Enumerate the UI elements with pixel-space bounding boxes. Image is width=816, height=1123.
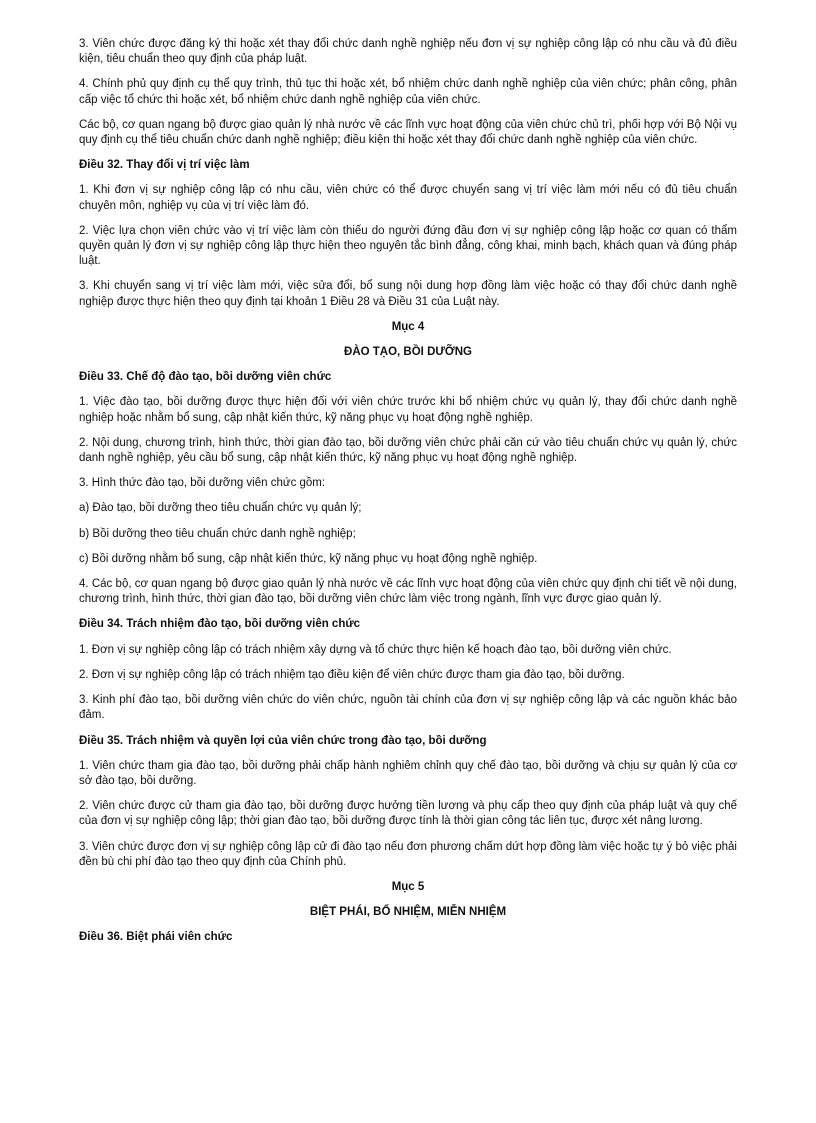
paragraph: 3. Viên chức được đơn vị sự nghiệp công lập cử đi đào tạo nếu đơn phương chấm dứt hợp đồng làm việc hoặc tự ý bỏ việc phải đền bù chi phí đào tạo theo quy định của Chính phủ. [79,840,737,868]
paragraph: 3. Kinh phí đào tạo, bồi dưỡng viên chức do viên chức, nguồn tài chính của đơn vị sự nghiệp công lập và các nguồn khác bảo đảm. [79,694,737,722]
paragraph: 3. Khi chuyển sang vị trí việc làm mới, việc sửa đổi, bổ sung nội dung hợp đồng làm việc hoặc có thay đổi chức danh nghề nghiệp được thực hiện theo quy định tại khoản 1 Điều 28 và Điều 31 của Luật này. [79,280,737,308]
paragraph: 1. Viên chức tham gia đào tạo, bồi dưỡng phải chấp hành nghiêm chỉnh quy chế đào tạo, bồi dưỡng và chịu sự quản lý của cơ sở đào tạo, bồi dưỡng. [79,759,737,787]
list-item: c) Bồi dưỡng nhằm bổ sung, cập nhật kiến thức, kỹ năng phục vụ hoạt động nghề nghiệp. [79,552,538,565]
paragraph: 3. Hình thức đào tạo, bồi dưỡng viên chức gồm: [79,477,326,490]
section-label-muc-4: Mục 4 [391,320,425,333]
paragraph: 4. Chính phủ quy định cụ thể quy trình, thủ tục thi hoặc xét, bổ nhiệm chức danh nghề nghiệp của viên chức; phân công, phân cấp việc tổ chức thi hoặc xét, bổ nhiệm chức danh nghề nghiệp của viên chức. [79,78,737,106]
paragraph: Các bộ, cơ quan ngang bộ được giao quản lý nhà nước về các lĩnh vực hoạt động của viên chức chủ trì, phối hợp với Bộ Nội vụ quy định cụ thể tiêu chuẩn chức danh nghề nghiệp; điều kiện thi hoặc xét thay đổi chức danh nghề nghiệp của viên chức. [79,118,737,147]
section-label-muc-5: Mục 5 [391,880,425,893]
paragraph: 2. Viên chức được cử tham gia đào tạo, bồi dưỡng được hưởng tiền lương và phụ cấp theo quy định của pháp luật và quy chế của đơn vị sự nghiệp công lập; thời gian đào tạo, bồi dưỡng được tính là thời gian công tác liên tục, được xét nâng lương. [79,800,737,828]
article-heading-36: Điều 36. Biệt phái viên chức [79,931,233,944]
section-title-muc-5: BIỆT PHÁI, BỔ NHIỆM, MIỄN NHIỆM [309,906,507,919]
paragraph: 2. Đơn vị sự nghiệp công lập có trách nhiệm tạo điều kiện để viên chức được tham gia đào tạo, bồi dưỡng. [79,668,625,681]
list-item: b) Bồi dưỡng theo tiêu chuẩn chức danh nghề nghiệp; [79,527,356,540]
paragraph: 1. Việc đào tạo, bồi dưỡng được thực hiện đối với viên chức trước khi bổ nhiệm chức vụ quản lý, thay đổi chức danh nghề nghiệp hoặc nhằm bổ sung, cập nhật kiến thức, kỹ năng phục vụ hoạt động nghề nghiệp. [79,396,737,424]
paragraph: 1. Khi đơn vị sự nghiệp công lập có nhu cầu, viên chức có thể được chuyển sang vị trí việc làm mới nếu có đủ tiêu chuẩn chuyên môn, nghiệp vụ của vị trí việc làm đó. [79,184,737,212]
paragraph: 4. Các bộ, cơ quan ngang bộ được giao quản lý nhà nước về các lĩnh vực hoạt động của viên chức quy định chi tiết về nội dung, chương trình, hình thức, thời gian đào tạo, bồi dưỡng viên chức làm việc trong ngành, lĩnh vực được giao quản lý. [79,578,737,606]
section-title-muc-4: ĐÀO TẠO, BỒI DƯỠNG [344,346,472,359]
paragraph: 3. Viên chức được đăng ký thi hoặc xét thay đổi chức danh nghề nghiệp nếu đơn vị sự nghiệp công lập có nhu cầu và đủ điều kiện, tiêu chuẩn theo quy định của pháp luật. [79,38,737,66]
paragraph: 2. Việc lựa chọn viên chức vào vị trí việc làm còn thiếu do người đứng đầu đơn vị sự nghiệp công lập hoặc cơ quan có thẩm quyền quản lý đơn vị sự nghiệp công lập thực hiện theo nguyên tắc bình đẳng, công khai, minh bạch, khách quan và đúng pháp luật. [79,224,737,268]
paragraph: 1. Đơn vị sự nghiệp công lập có trách nhiệm xây dựng và tổ chức thực hiện kế hoạch đào tạo, bồi dưỡng viên chức. [79,643,672,656]
article-heading-35: Điều 35. Trách nhiệm và quyền lợi của viên chức trong đào tạo, bồi dưỡng [79,734,487,747]
article-heading-32: Điều 32. Thay đổi vị trí việc làm [79,159,250,172]
paragraph: 2. Nội dung, chương trình, hình thức, thời gian đào tạo, bồi dưỡng viên chức phải căn cứ vào tiêu chuẩn chức vụ quản lý, chức danh nghề nghiệp, yêu cầu bổ sung, cập nhật kiến thức, kỹ năng phục vụ hoạt động nghề nghiệp. [79,436,737,465]
list-item: a) Đào tạo, bồi dưỡng theo tiêu chuẩn chức vụ quản lý; [79,502,362,515]
article-heading-33: Điều 33. Chế độ đào tạo, bồi dưỡng viên chức [79,371,332,384]
document-page [79,37,737,956]
article-heading-34: Điều 34. Trách nhiệm đào tạo, bồi dưỡng viên chức [79,618,361,631]
